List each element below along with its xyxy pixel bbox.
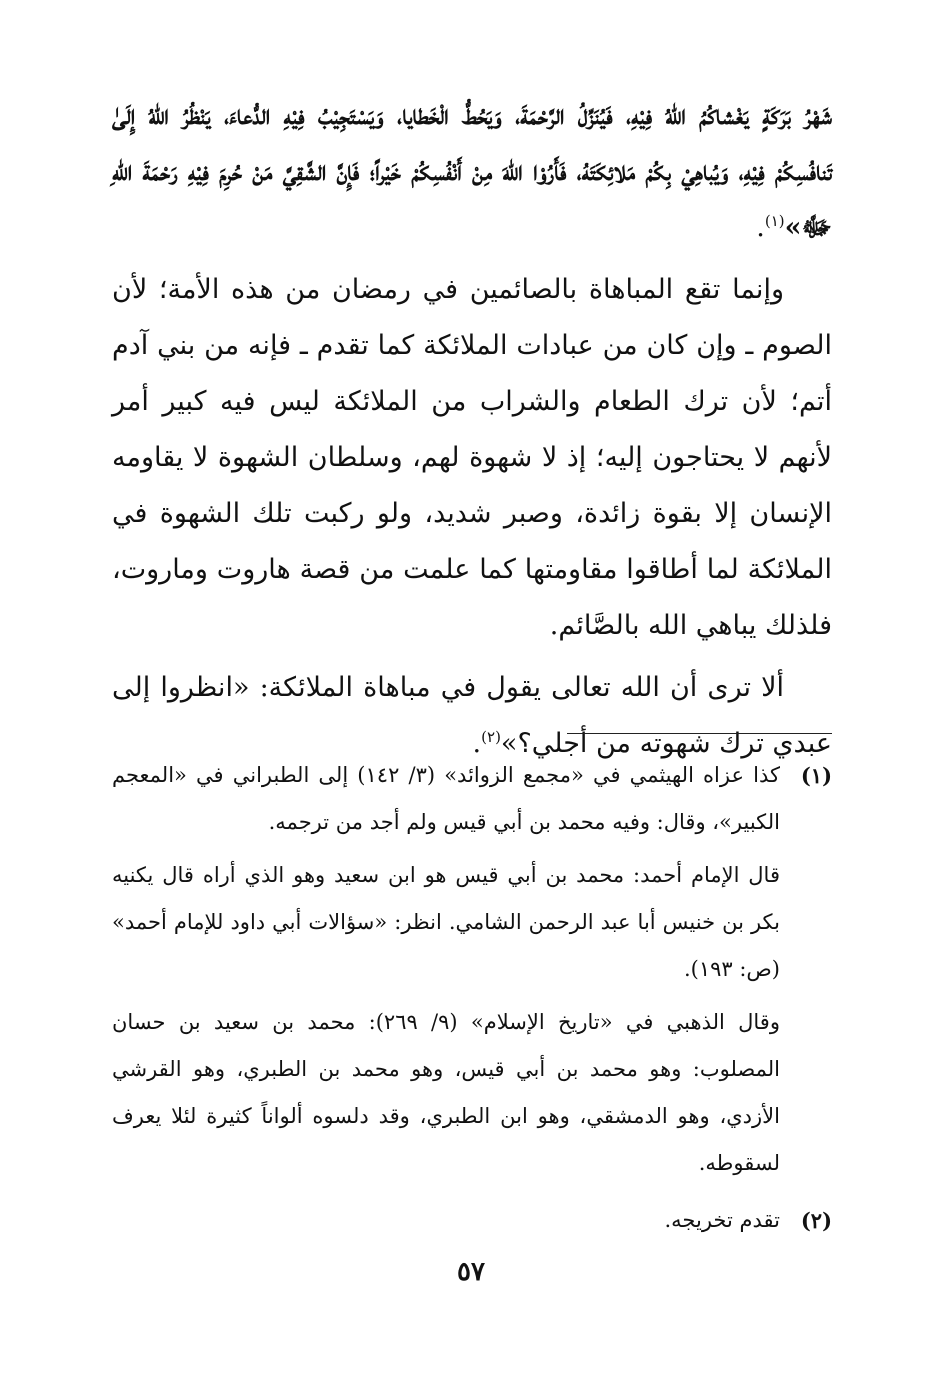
footnote-2-number: (٢): [800, 1208, 832, 1233]
footnote-1-para-3: وقال الذهبي في «تاريخ الإسلام» (٩/ ٢٦٩): محمد بن سعيد بن حسان المصلوب: وهو محمد بن أبي قيس، وهو محمد بن الطبري، وهو القرشي الأزدي، وهو الدمشقي، وهو ابن الطبري، وقد دلسوه ألواناً كثيرة لئلا يعرف لسقوطه.: [112, 1010, 780, 1175]
footnote-separator: [567, 733, 832, 734]
footnote-1: [112, 752, 832, 1193]
footnote-1-number: (١): [800, 763, 832, 788]
footnote-2-body: [112, 1197, 780, 1250]
page-number: ٥٧: [457, 1257, 485, 1287]
hadith-paragraph: [112, 88, 832, 256]
hadith-end: .: [756, 212, 765, 243]
footnote-1-para-2: قال الإمام أحمد: محمد بن أبي قيس هو ابن سعيد وهو الذي أراه قال يكنيه بكر بن خنيس أبا عبد الرحمن الشامي. انظر: «سؤالات أبي داود للإمام أحمد» (ص: ١٩٣).: [112, 863, 780, 981]
footnote-2-text: تقدم تخريجه.: [664, 1208, 780, 1232]
body-paragraph-2-end: .: [472, 728, 482, 759]
body-paragraph-1: وإنما تقع المباهاة بالصائمين في رمضان من هذه الأمة؛ لأن الصوم ـ وإن كان من عبادات الملائكة كما تقدم ـ فإنه من بني آدم أتم؛ لأن ترك الطعام والشراب من الملائكة ليس فيه كبير أمر لأنهم لا يحتاجون إليه؛ إذ لا شهوة لهم، وسلطان الشهوة لا يقاومه الإنسان إلا بقوة زائدة، وصبر شديد، ولو ركبت تلك الشهوة في الملائكة لما أطاقوا مقاومتها كما علمت من قصة هاروت وماروت، فلذلك يباهي الله بالصَّائم.: [112, 274, 832, 641]
main-text: [112, 88, 832, 778]
hadith-text: شَهْرُ بَرَكَةٍ يَغْشاكُمُ اللهُ فِيْهِ، فَيُنَزِّلُ الرَّحْمَةَ، وَيَحُطُّ الْخَطايا، وَيَسْتَجِيْبُ فِيْهِ الدُّعاءَ، يَنْظُرُ اللهُ إِلَىٰ تَنافُسِكُمْ فِيْهِ، وَيُباهِيْ بِكُمْ مَلائِكَتَهُ، فَأَرُوْا اللهَ مِنْ أَنْفُسِكُمْ خَيْراً؛ فَإِنَّ الشَّقِيَّ مَنْ حُرِمَ فِيْهِ رَحْمَةَ اللهِ ﷻ»: [112, 100, 832, 243]
footnote-1-body: [112, 752, 780, 1193]
footnote-ref-2[interactable]: (٢): [481, 728, 501, 746]
footnote-ref-1[interactable]: (١): [764, 212, 785, 230]
footnote-1-para-1: كذا عزاه الهيثمي في «مجمع الزوائد» (٣/ ١٤٢) إلى الطبراني في «المعجم الكبير»، وقال: وفيه محمد بن أبي قيس ولم أجد من ترجمه.: [112, 763, 781, 834]
body-paragraph-2-text: ألا ترى أن الله تعالى يقول في مباهاة الملائكة: «انظروا إلى عبدي ترك شهوته من أجلي؟»: [112, 672, 832, 759]
footnote-2: [112, 1197, 832, 1250]
footnotes: [112, 752, 832, 1254]
